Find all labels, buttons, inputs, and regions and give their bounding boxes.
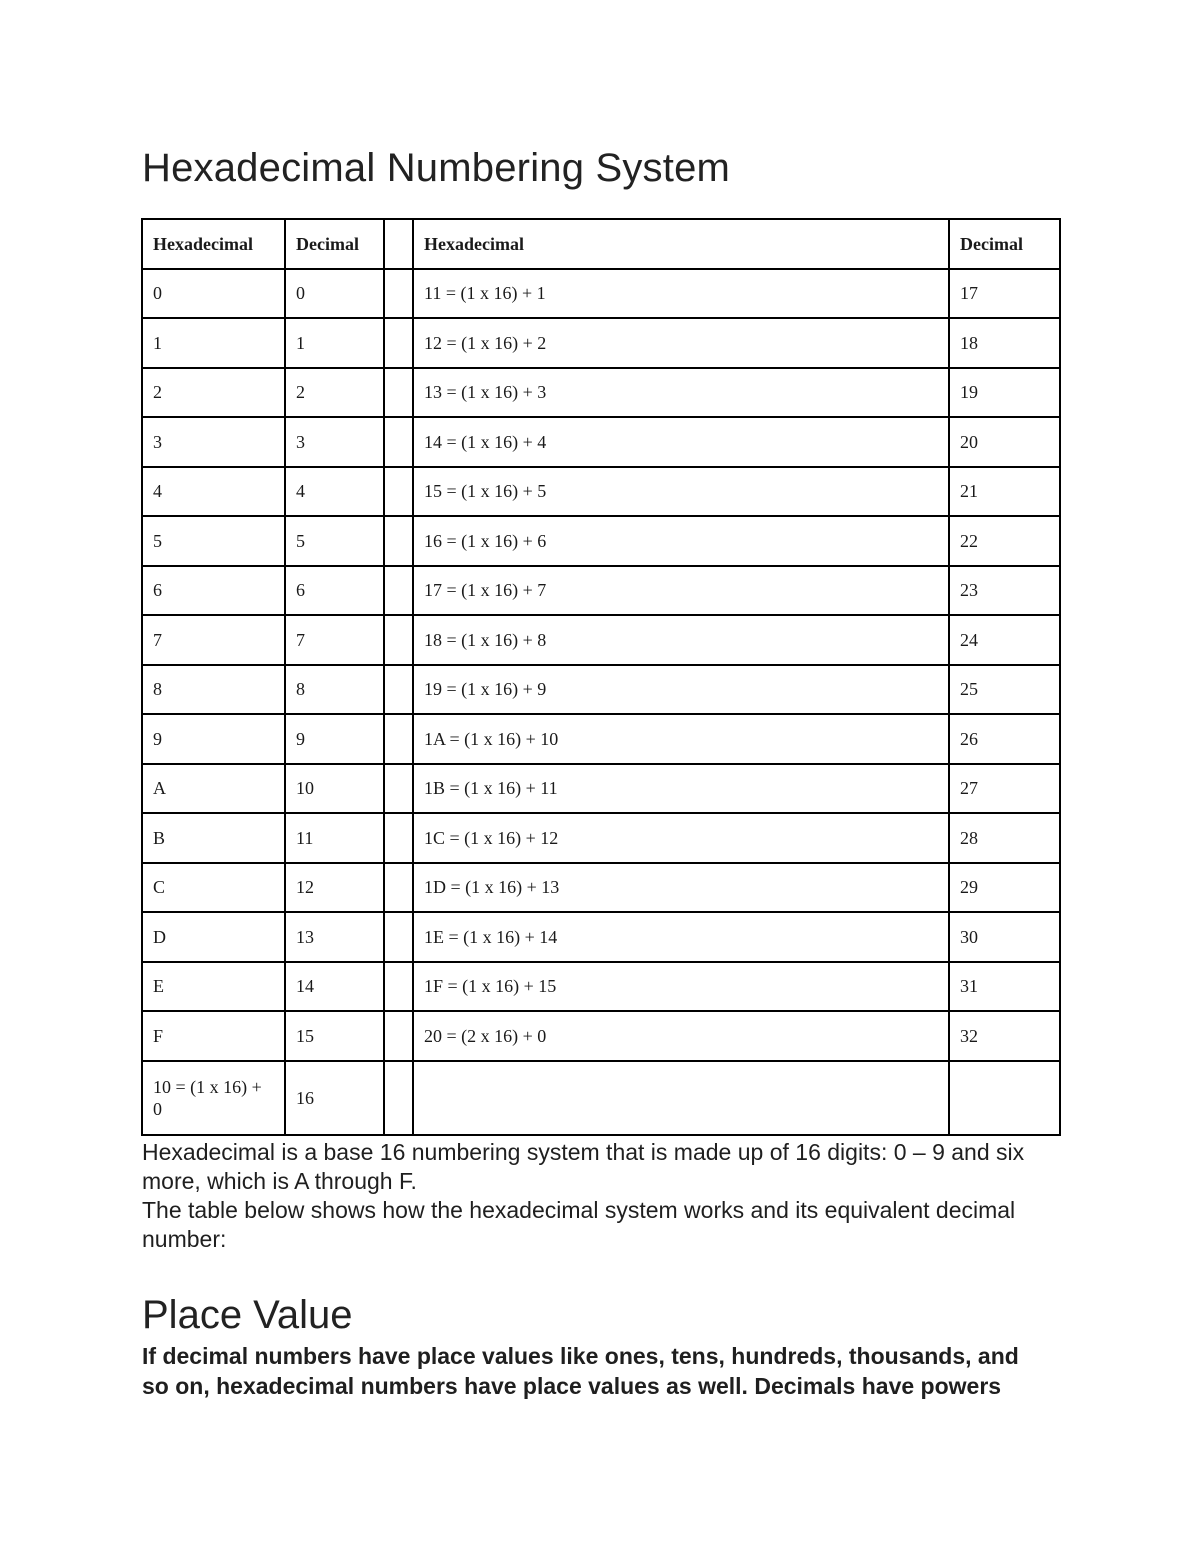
- table-cell: 8: [142, 665, 285, 715]
- table-cell: 12 = (1 x 16) + 2: [413, 318, 949, 368]
- section-paragraph: If decimal numbers have place values like ones, tens, hundreds, thousands, and so on, hexadecimal numbers have place values as well. Decimals have powers: [142, 1343, 1019, 1399]
- table-cell: B: [142, 813, 285, 863]
- table-row: [142, 368, 1060, 418]
- table-row: [142, 566, 1060, 616]
- table-cell: [384, 912, 413, 962]
- table-cell: [384, 615, 413, 665]
- table-cell: 6: [142, 566, 285, 616]
- table-cell: 15 = (1 x 16) + 5: [413, 467, 949, 517]
- table-cell: [384, 764, 413, 814]
- table-cell: 20: [949, 417, 1060, 467]
- header-decimal: Decimal: [285, 219, 384, 269]
- table-cell: 14: [285, 962, 384, 1012]
- table-cell: 1A = (1 x 16) + 10: [413, 714, 949, 764]
- table-row: [142, 467, 1060, 517]
- table-description-paragraph: The table below shows how the hexadecimal system works and its equivalent decimal number:: [142, 1197, 1016, 1252]
- table-row: [142, 1061, 1060, 1135]
- table-cell: [384, 368, 413, 418]
- table-cell: 0: [285, 269, 384, 319]
- table-cell: 1C = (1 x 16) + 12: [413, 813, 949, 863]
- table-cell: 10 = (1 x 16) + 0: [142, 1061, 285, 1135]
- table-cell: [949, 1061, 1060, 1135]
- table-cell: [384, 566, 413, 616]
- header-decimal-2: Decimal: [949, 219, 1060, 269]
- table-cell: 13 = (1 x 16) + 3: [413, 368, 949, 418]
- table-cell: 11 = (1 x 16) + 1: [413, 269, 949, 319]
- table-row: [142, 516, 1060, 566]
- table-cell: 1F = (1 x 16) + 15: [413, 962, 949, 1012]
- table-cell: 9: [142, 714, 285, 764]
- table-cell: 18 = (1 x 16) + 8: [413, 615, 949, 665]
- table-cell: [384, 1011, 413, 1061]
- intro-text: [142, 1138, 1042, 1254]
- table-cell: 14 = (1 x 16) + 4: [413, 417, 949, 467]
- table-cell: 3: [285, 417, 384, 467]
- table-cell: 4: [142, 467, 285, 517]
- table-cell: 6: [285, 566, 384, 616]
- table-cell: 32: [949, 1011, 1060, 1061]
- table-cell: 12: [285, 863, 384, 913]
- table-row: [142, 665, 1060, 715]
- table-cell: E: [142, 962, 285, 1012]
- hex-decimal-table: [141, 218, 1061, 1136]
- table-row: [142, 912, 1060, 962]
- table-cell: 26: [949, 714, 1060, 764]
- table-cell: [384, 863, 413, 913]
- table-cell: [384, 516, 413, 566]
- table-cell: 11: [285, 813, 384, 863]
- header-hexadecimal-2: Hexadecimal: [413, 219, 949, 269]
- table-cell: 1: [142, 318, 285, 368]
- table-row: [142, 269, 1060, 319]
- table-cell: 4: [285, 467, 384, 517]
- table-cell: [384, 1061, 413, 1135]
- table-cell: 10: [285, 764, 384, 814]
- table-cell: [384, 813, 413, 863]
- table-cell: 18: [949, 318, 1060, 368]
- table-cell: [413, 1061, 949, 1135]
- table-cell: 16 = (1 x 16) + 6: [413, 516, 949, 566]
- table-cell: [384, 962, 413, 1012]
- table-cell: 13: [285, 912, 384, 962]
- table-row: [142, 813, 1060, 863]
- table-cell: 15: [285, 1011, 384, 1061]
- table-cell: [384, 269, 413, 319]
- table-cell: 21: [949, 467, 1060, 517]
- table-cell: 5: [142, 516, 285, 566]
- page-title: Hexadecimal Numbering System: [142, 146, 731, 190]
- table-cell: D: [142, 912, 285, 962]
- table-cell: 3: [142, 417, 285, 467]
- table-cell: [384, 665, 413, 715]
- table-cell: [384, 417, 413, 467]
- table-cell: 8: [285, 665, 384, 715]
- table-cell: 28: [949, 813, 1060, 863]
- table-cell: [384, 714, 413, 764]
- table-cell: 20 = (2 x 16) + 0: [413, 1011, 949, 1061]
- table-cell: 1D = (1 x 16) + 13: [413, 863, 949, 913]
- table-cell: 2: [142, 368, 285, 418]
- table-row: [142, 714, 1060, 764]
- header-spacer: [384, 219, 413, 269]
- table-cell: 1B = (1 x 16) + 11: [413, 764, 949, 814]
- table-cell: 2: [285, 368, 384, 418]
- table-row: [142, 615, 1060, 665]
- section-heading: Place Value: [142, 1293, 353, 1337]
- table-cell: 1E = (1 x 16) + 14: [413, 912, 949, 962]
- table-cell: [384, 318, 413, 368]
- table-cell: 29: [949, 863, 1060, 913]
- table-cell: A: [142, 764, 285, 814]
- table-header-row: [142, 219, 1060, 269]
- table-cell: C: [142, 863, 285, 913]
- table-cell: 7: [142, 615, 285, 665]
- table-cell: 0: [142, 269, 285, 319]
- table-row: [142, 1011, 1060, 1061]
- table-cell: 24: [949, 615, 1060, 665]
- table-row: [142, 764, 1060, 814]
- table-cell: 19: [949, 368, 1060, 418]
- table-cell: 7: [285, 615, 384, 665]
- table-row: [142, 417, 1060, 467]
- table-cell: 5: [285, 516, 384, 566]
- table-cell: F: [142, 1011, 285, 1061]
- table-cell: 27: [949, 764, 1060, 814]
- table-cell: 25: [949, 665, 1060, 715]
- table-cell: 30: [949, 912, 1060, 962]
- table-cell: 23: [949, 566, 1060, 616]
- table-cell: 19 = (1 x 16) + 9: [413, 665, 949, 715]
- table-cell: 16: [285, 1061, 384, 1135]
- table-cell: 31: [949, 962, 1060, 1012]
- table-row: [142, 863, 1060, 913]
- table-cell: 17: [949, 269, 1060, 319]
- table-row: [142, 962, 1060, 1012]
- table-cell: 1: [285, 318, 384, 368]
- table-cell: 17 = (1 x 16) + 7: [413, 566, 949, 616]
- table-row: [142, 318, 1060, 368]
- table-cell: 22: [949, 516, 1060, 566]
- intro-paragraph: Hexadecimal is a base 16 numbering system that is made up of 16 digits: 0 – 9 and six more, which is A through F.: [142, 1139, 1025, 1194]
- table-cell: [384, 467, 413, 517]
- table-cell: 9: [285, 714, 384, 764]
- header-hexadecimal: Hexadecimal: [142, 219, 285, 269]
